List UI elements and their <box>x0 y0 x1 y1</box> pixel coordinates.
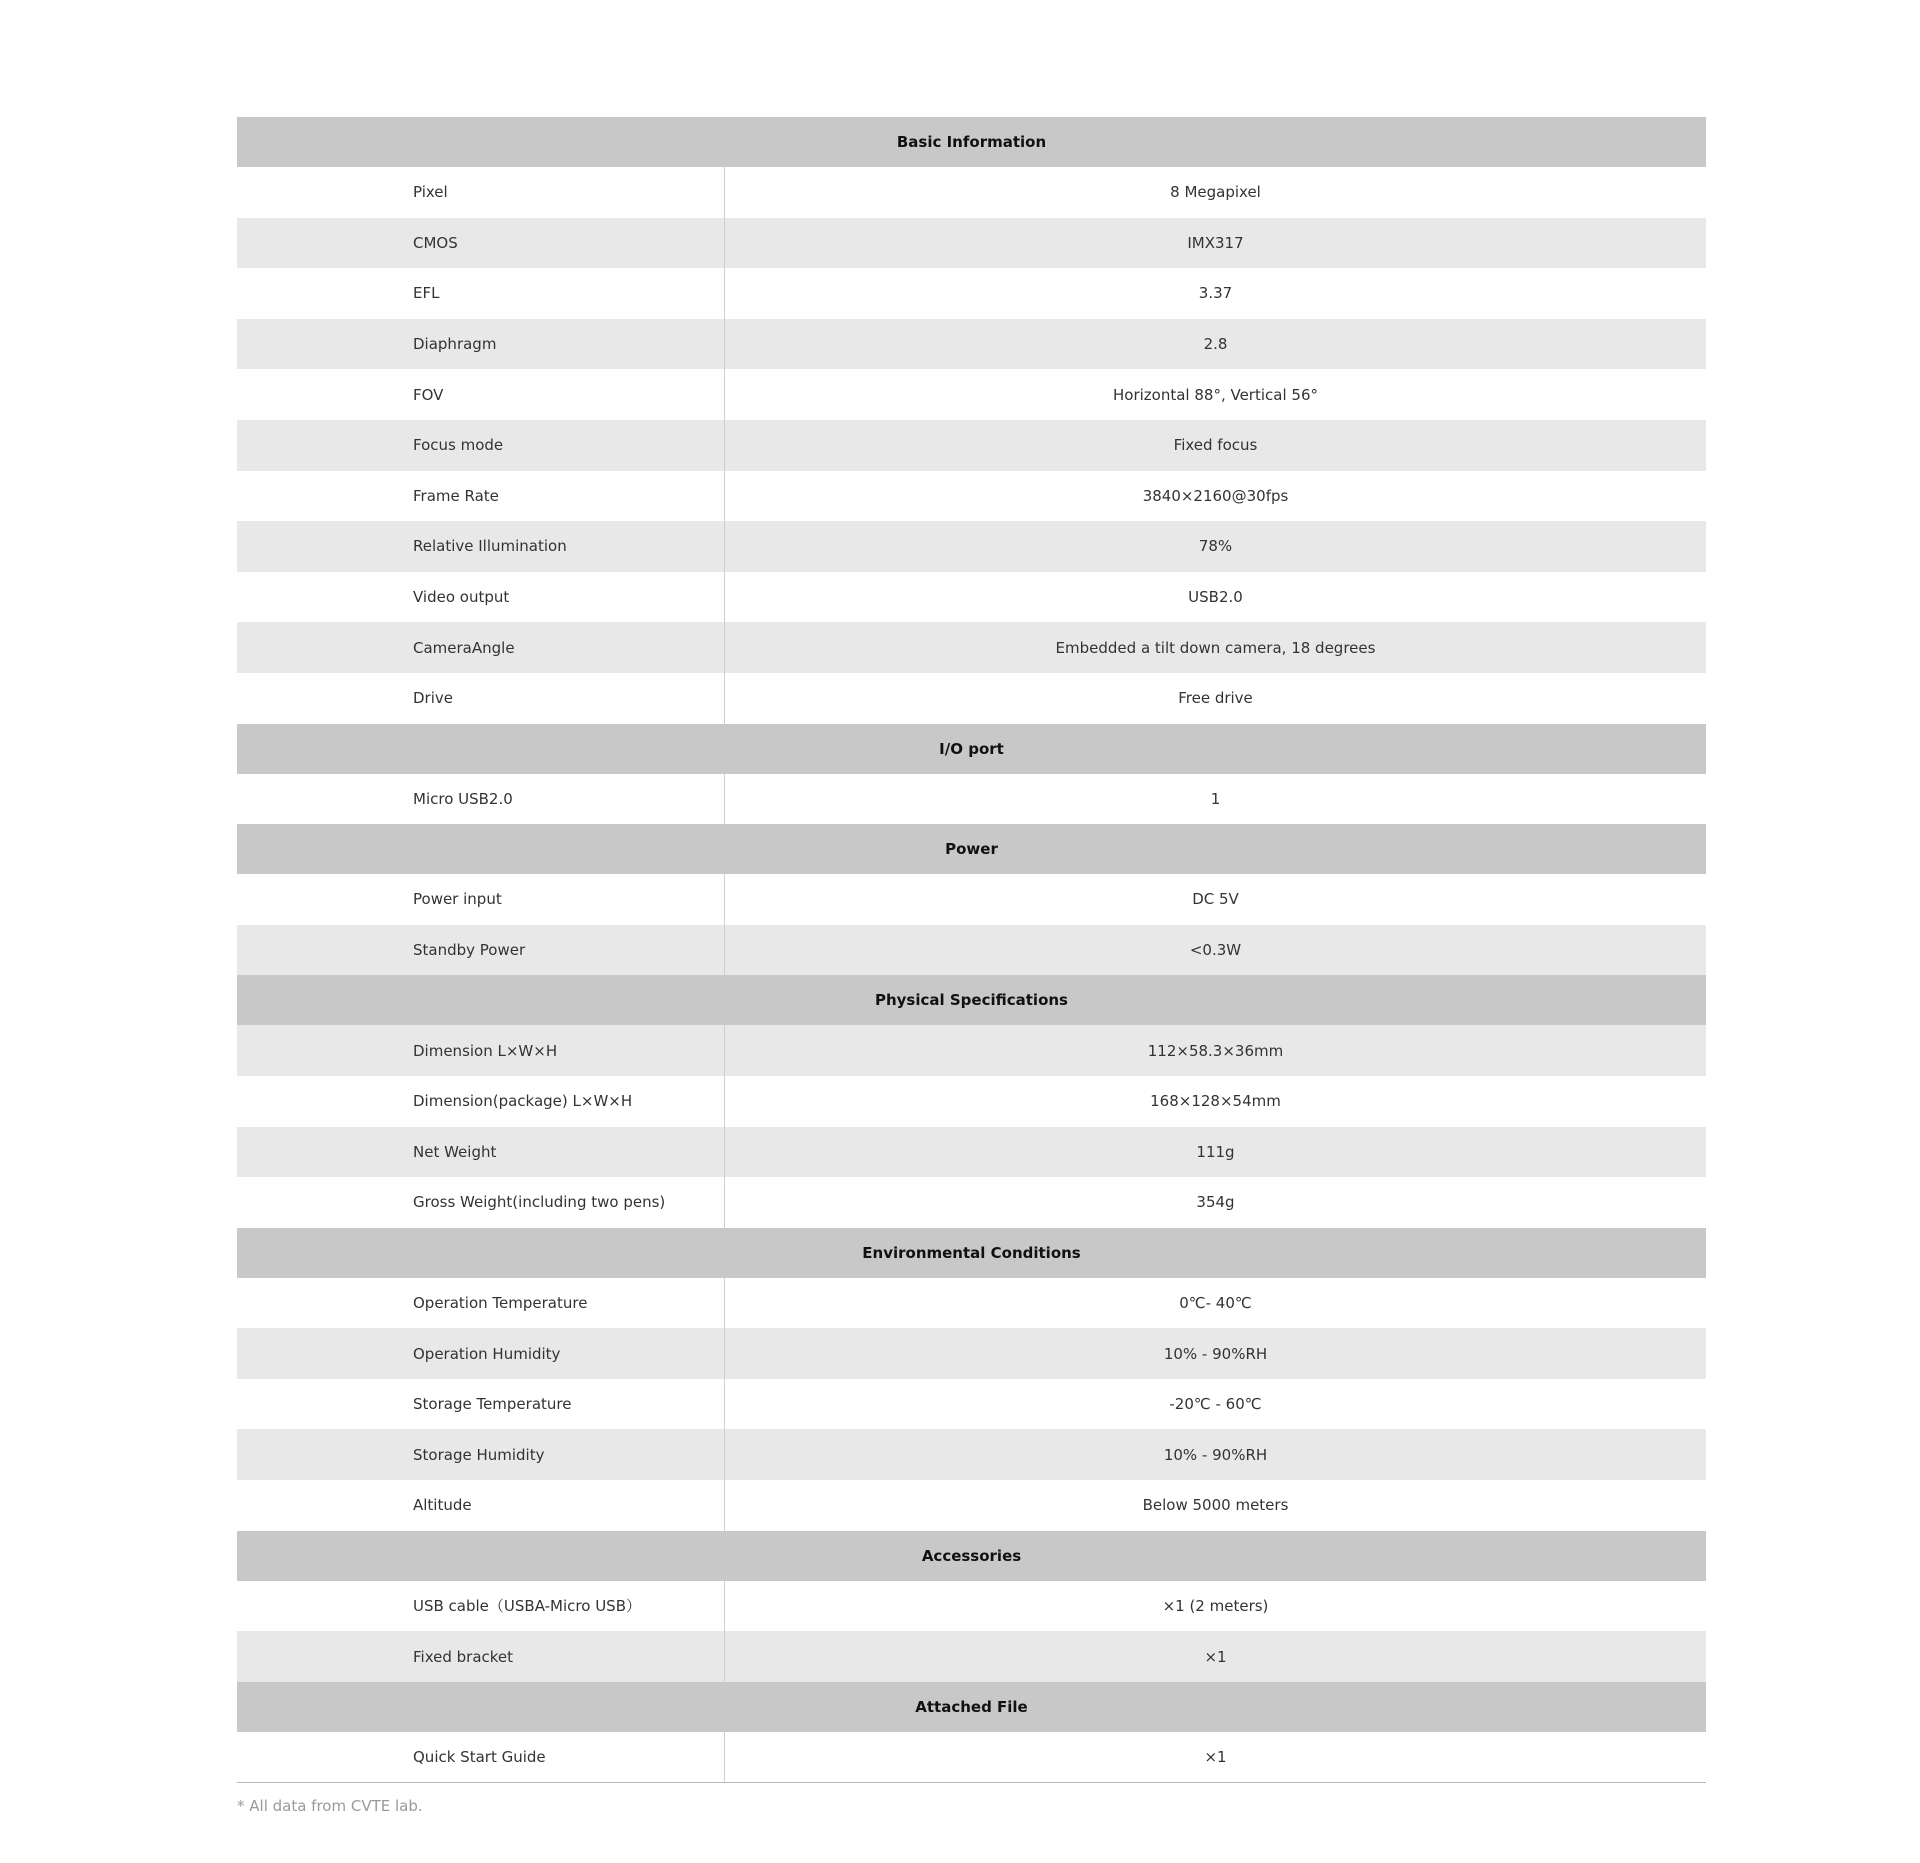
table-row <box>237 1025 1706 1076</box>
section-title: Accessories <box>921 1546 1022 1565</box>
section-header-attached-file <box>237 1682 1706 1732</box>
table-row <box>237 774 1706 825</box>
section-header-accessories <box>237 1531 1706 1581</box>
row-value: 1 <box>1210 789 1221 808</box>
table-row <box>237 1328 1706 1379</box>
table-row <box>237 268 1706 319</box>
section-header-physical-specifications <box>237 975 1706 1025</box>
section-title: Environmental Conditions <box>862 1243 1081 1262</box>
table-row <box>237 1127 1706 1178</box>
row-value: ×1 <box>1204 1748 1227 1767</box>
row-value: 2.8 <box>1203 335 1228 354</box>
row-label: Micro USB2.0 <box>237 774 725 825</box>
row-value: 0℃- 40℃ <box>1179 1293 1252 1312</box>
spec-table <box>237 117 1706 1783</box>
table-row <box>237 673 1706 724</box>
table-row <box>237 1379 1706 1430</box>
row-label: Standby Power <box>237 925 725 976</box>
row-label: USB cable（USBA-Micro USB） <box>237 1581 725 1632</box>
table-row <box>237 1177 1706 1228</box>
row-value: <0.3W <box>1189 941 1242 960</box>
section-title: I/O port <box>939 739 1004 758</box>
row-label: Fixed bracket <box>237 1631 725 1682</box>
row-value: -20℃ - 60℃ <box>1169 1395 1262 1414</box>
row-value: Embedded a tilt down camera, 18 degrees <box>1055 638 1376 657</box>
row-label: Operation Humidity <box>237 1328 725 1379</box>
section-title: Physical Specifications <box>874 991 1068 1010</box>
row-label: Storage Temperature <box>237 1379 725 1430</box>
section-header-environmental-conditions <box>237 1228 1706 1278</box>
row-label: Storage Humidity <box>237 1429 725 1480</box>
table-row <box>237 1581 1706 1632</box>
row-value: 3.37 <box>1198 284 1233 303</box>
row-label: CameraAngle <box>237 622 725 673</box>
section-title: Power <box>945 840 998 859</box>
table-row <box>237 1732 1706 1783</box>
section-header-io-port <box>237 724 1706 774</box>
footnote: * All data from CVTE lab. <box>237 1797 423 1815</box>
row-value: USB2.0 <box>1188 588 1243 607</box>
table-row <box>237 420 1706 471</box>
table-row <box>237 1076 1706 1127</box>
row-value: 168×128×54mm <box>1150 1092 1281 1111</box>
row-value: 112×58.3×36mm <box>1147 1041 1284 1060</box>
table-row <box>237 167 1706 218</box>
row-label: Drive <box>237 673 725 724</box>
row-value: 10% - 90%RH <box>1163 1344 1268 1363</box>
row-value: Horizontal 88°, Vertical 56° <box>1113 385 1318 404</box>
row-value: 111g <box>1196 1142 1235 1161</box>
row-label: FOV <box>237 369 725 420</box>
table-row <box>237 521 1706 572</box>
row-label: Video output <box>237 572 725 623</box>
row-label: Relative Illumination <box>237 521 725 572</box>
row-label: Power input <box>237 874 725 925</box>
section-title: Attached File <box>915 1697 1028 1716</box>
table-row <box>237 369 1706 420</box>
table-row <box>237 925 1706 976</box>
table-row <box>237 1429 1706 1480</box>
row-value: Free drive <box>1178 689 1253 708</box>
row-value: ×1 <box>1204 1647 1227 1666</box>
row-label: Pixel <box>237 167 725 218</box>
table-row <box>237 1631 1706 1682</box>
table-row <box>237 1480 1706 1531</box>
row-label: Operation Temperature <box>237 1278 725 1329</box>
section-header-power <box>237 824 1706 874</box>
section-title: Basic Information <box>896 133 1047 151</box>
row-value: IMX317 <box>1187 233 1244 252</box>
row-label: Frame Rate <box>237 471 725 522</box>
section-header-basic-information <box>237 117 1706 167</box>
row-label: Gross Weight(including two pens) <box>237 1177 725 1228</box>
row-value: 8 Megapixel <box>1170 183 1261 202</box>
row-value: 10% - 90%RH <box>1163 1445 1268 1464</box>
table-row <box>237 1278 1706 1329</box>
table-row <box>237 572 1706 623</box>
row-label: Net Weight <box>237 1127 725 1178</box>
row-label: Diaphragm <box>237 319 725 370</box>
row-label: EFL <box>237 268 725 319</box>
row-label: Focus mode <box>237 420 725 471</box>
table-row <box>237 874 1706 925</box>
row-label: CMOS <box>237 218 725 269</box>
row-value: Below 5000 meters <box>1142 1496 1289 1515</box>
row-label: Quick Start Guide <box>237 1732 725 1783</box>
row-value: Fixed focus <box>1173 436 1258 455</box>
row-value: ×1 (2 meters) <box>1162 1596 1269 1615</box>
row-value: 3840×2160@30fps <box>1142 486 1289 505</box>
table-row <box>237 622 1706 673</box>
row-label: Dimension L×W×H <box>237 1025 725 1076</box>
table-row <box>237 319 1706 370</box>
row-label: Dimension(package) L×W×H <box>237 1076 725 1127</box>
row-value: 354g <box>1196 1193 1235 1212</box>
row-value: DC 5V <box>1192 890 1239 909</box>
table-row <box>237 218 1706 269</box>
row-label: Altitude <box>237 1480 725 1531</box>
row-value: 78% <box>1198 537 1233 556</box>
table-row <box>237 471 1706 522</box>
